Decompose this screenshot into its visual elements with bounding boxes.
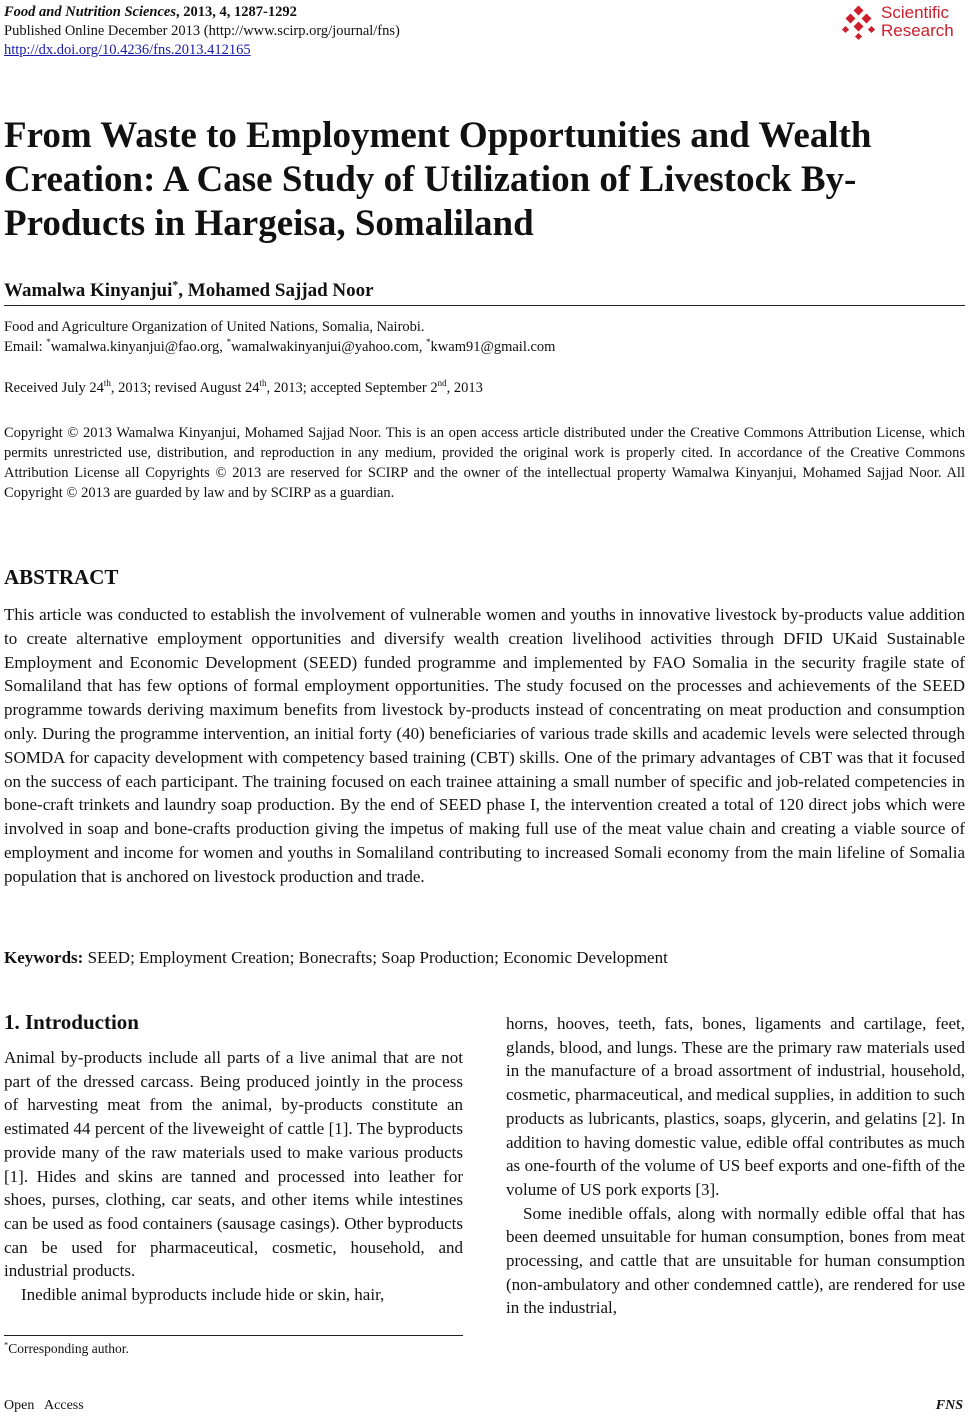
copyright-notice: Copyright © 2013 Wamalwa Kinyanjui, Mohamed Sajjad Noor. This is an open access article distributed under the Creative Commons Attribution License, which permits unrestricted use, distribution, and reproduction in any medium, provided the original work is properly cited. In accordance of the Creative Commons Attribution License all Copyrights © 2013 are reserved for SCIRP and the owner of the intellectual property Wamalwa Kinyanjui, Mohamed Sajjad Noor. All Copyright © 2013 are guarded by law and by SCIRP as a guardian.	[4, 425, 965, 501]
keywords-label: Keywords:	[4, 948, 84, 967]
journal-citation	[4, 3, 400, 22]
email-line: Email: *wamalwa.kinyanjui@fao.org, *wamalwakinyanjui@yahoo.com, *kwam91@gmail.com	[4, 337, 556, 355]
section-heading-introduction: 1. Introduction	[4, 1010, 139, 1034]
author-divider	[4, 305, 965, 306]
email-1[interactable]: wamalwa.kinyanjui@fao.org,	[50, 339, 227, 355]
published-online: Published Online December 2013 (http://www.scirp.org/journal/fns)	[4, 23, 400, 39]
email-3[interactable]: kwam91@gmail.com	[430, 339, 556, 355]
column-right	[506, 1012, 965, 1320]
logo-wordmark: Scientific Research	[881, 3, 954, 40]
footer-journal-abbrev: FNS	[935, 1398, 963, 1413]
footnote: *Corresponding author.	[4, 1340, 129, 1356]
logo-mark-icon	[841, 5, 879, 43]
footer-open-access: Open Access	[4, 1398, 84, 1413]
publisher-logo	[841, 4, 961, 44]
abstract-body: This article was conducted to establish the involvement of vulnerable women and youths in innovative livestock by-products value addition to create alternative employment opportunities and diversify wealth creation livelihood activities through DFID UKaid Sustainable Employment and Economic Development (SEED) funded programme and implemented by FAO Somalia in the security fragile state of Somaliland that has few options of formal employment opportunities. The study focused on the processes and achievements of the SEED programme towards deriving maximum benefits from livestock by-products instead of concentrating on meat production and consumption only. During the programme intervention, an initial forty (40) beneficiaries of various trade skills and academic levels were selected through SOMDA for capacity development with competency based training (CBT) skills. One of the primary advantages of CBT was that it focused on the success of each participant. The training focused on each trainee attaining a small number of specific and job-related competencies in bone-craft trinkets and laundry soap production. By the end of SEED phase I, the intervention created a total of 120 direct jobs which were involved in soap and bone-crafts production giving the impetus of making full use of the meat value chain and creating a viable source of employment and income for women and youths in Somaliland contributing to increased Somali economy from the main lifeline of Somalia population that is anchored on livestock production and trade.	[4, 605, 965, 886]
received-dates: Received July 24th, 2013; revised August 24th, 2013; accepted September 2nd, 2013	[4, 378, 483, 396]
author-1: Wamalwa Kinyanjui	[4, 280, 173, 301]
affiliation-block	[4, 317, 965, 357]
running-header	[4, 3, 400, 60]
email-2[interactable]: wamalwakinyanjui@yahoo.com,	[231, 339, 427, 355]
journal-name: Food and Nutrition Sciences	[4, 4, 177, 20]
author-line	[4, 280, 374, 302]
footnote-divider	[4, 1335, 463, 1336]
corresponding-mark: *	[172, 278, 179, 292]
abstract-heading: ABSTRACT	[4, 565, 119, 589]
paragraph: Animal by-products include all parts of a live animal that are not part of the dressed carcass. Being produced jointly in the process of harvesting meat from the animal, by-products constitute an estimated 44 percent of the liveweight of cattle [1]. The byproducts provide many of the raw materials used to make various products [1]. Hides and skins are tanned and processed into leather for shoes, purses, clothing, car seats, and other items while intestines can be used as food containers (sausage casings). Other byproducts can be used for pharmaceutical, cosmetic, household, and industrial products.	[4, 1048, 463, 1281]
author-2: , Mohamed Sajjad Noor	[178, 280, 374, 301]
column-left	[4, 1046, 463, 1307]
paragraph: Some inedible offals, along with normally edible offal that has been deemed unsuitable for human consumption, bones from meat processing, and cattle that are unsuitable for human consumption (non-ambulatory and other condemned cattle), are rendered for use in the industrial,	[506, 1203, 965, 1318]
citation-info: , 2013, 4, 1287-1292	[176, 4, 297, 20]
paragraph: Inedible animal byproducts include hide or skin, hair,	[21, 1285, 385, 1305]
keywords-line	[4, 948, 668, 968]
paragraph: horns, hooves, teeth, fats, bones, ligaments and cartilage, feet, glands, blood, and lungs. These are the primary raw materials used in the manufacture of a broad assortment of industrial, household, cosmetic, pharmaceutical, and medical supplies, in addition to such products as lubricants, plastics, soaps, glycerin, and gelatins [2]. In addition to having domestic value, edible offal contributes as much as one-fourth of the volume of US beef exports and one-fifth of the volume of US pork exports [3].	[506, 1014, 965, 1199]
article-title: From Waste to Employment Opportunities and Wealth Creation: A Case Study of Utilization of Livestock By-Products in Hargeisa, Somaliland	[4, 115, 872, 244]
affiliation: Food and Agriculture Organization of United Nations, Somalia, Nairobi.	[4, 319, 425, 335]
keywords-text: SEED; Employment Creation; Bonecrafts; Soap Production; Economic Development	[83, 948, 668, 967]
doi-link[interactable]: http://dx.doi.org/10.4236/fns.2013.412165	[4, 42, 251, 58]
